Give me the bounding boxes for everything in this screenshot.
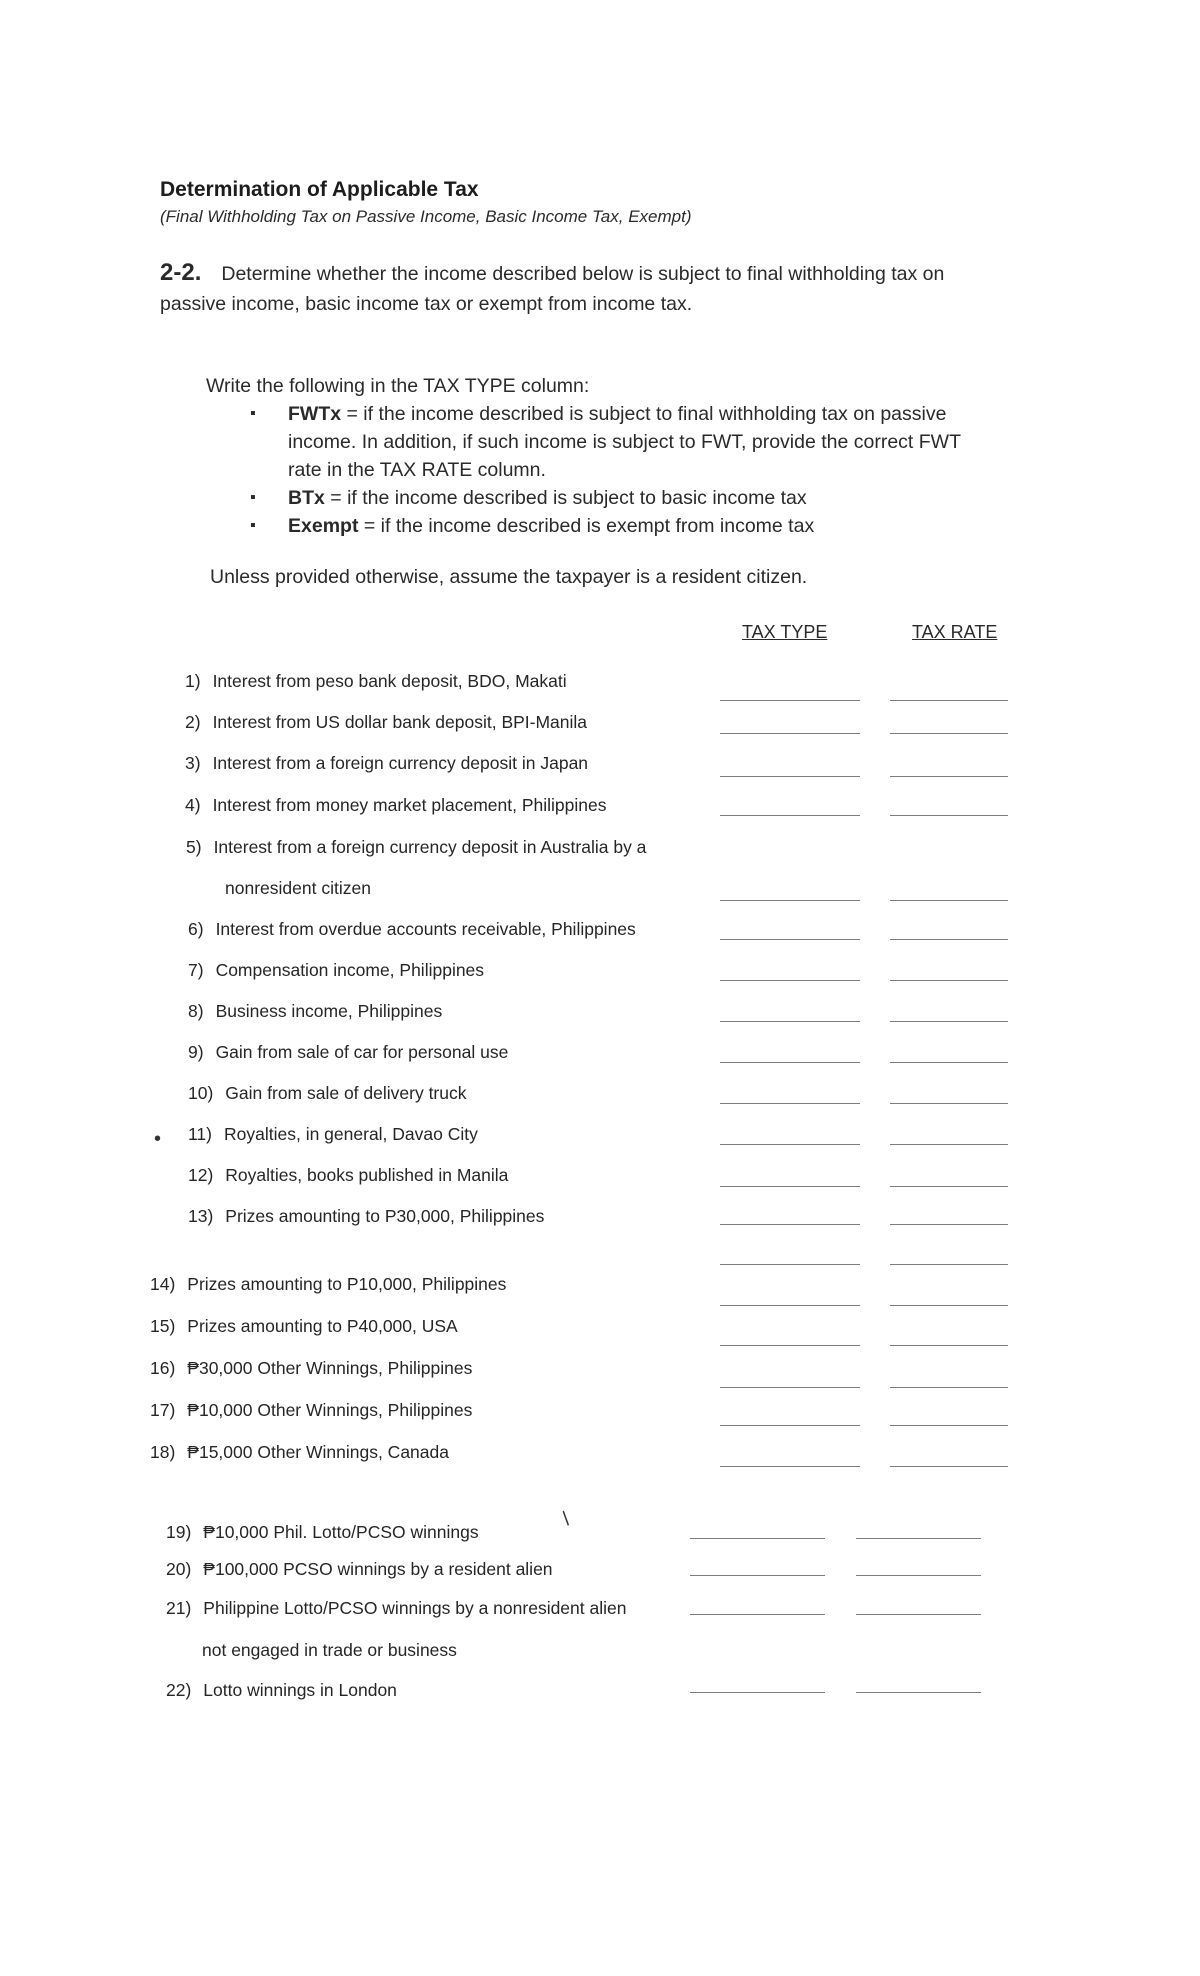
income-item-5-continued: nonresident citizen — [225, 878, 371, 898]
income-item-2 — [185, 712, 587, 733]
item-number: 10) — [188, 1083, 214, 1103]
tax-type-blank[interactable] — [690, 1614, 825, 1615]
tax-rate-header: TAX RATE — [912, 622, 998, 642]
income-item-17 — [150, 1400, 472, 1421]
instructions-intro: Write the following in the TAX TYPE column: — [206, 375, 590, 397]
assumption-note: Unless provided otherwise, assume the taxpayer is a resident citizen. — [210, 566, 808, 588]
tax-rate-blank[interactable] — [890, 815, 1008, 816]
tax-type-blank[interactable] — [720, 700, 860, 701]
tax-rate-blank[interactable] — [856, 1692, 981, 1693]
income-item-8 — [188, 1001, 442, 1022]
item-description: Gain from sale of car for personal use — [215, 1042, 509, 1062]
income-item-14 — [150, 1274, 506, 1295]
item-description: Gain from sale of delivery truck — [225, 1083, 467, 1103]
item-number: 8) — [188, 1001, 204, 1021]
tax-type-blank[interactable] — [690, 1538, 825, 1539]
income-item-16 — [150, 1358, 472, 1379]
tax-type-blank[interactable] — [720, 1062, 860, 1063]
tax-type-blank[interactable] — [690, 1692, 825, 1693]
income-item-12 — [188, 1165, 508, 1186]
stray-mark: • — [154, 1128, 162, 1150]
income-item-21 — [166, 1598, 626, 1619]
page-subtitle: (Final Withholding Tax on Passive Income, Basic Income Tax, Exempt) — [160, 207, 692, 226]
income-item-1 — [185, 671, 567, 692]
tax-type-blank[interactable] — [720, 900, 860, 901]
tax-rate-blank[interactable] — [890, 1466, 1008, 1467]
item-description: ₱10,000 Phil. Lotto/PCSO winnings — [203, 1522, 479, 1542]
tax-type-blank[interactable] — [720, 1186, 860, 1187]
tax-type-header: TAX TYPE — [742, 622, 828, 642]
tax-rate-blank[interactable] — [856, 1575, 981, 1576]
item-number: 5) — [186, 837, 202, 857]
tax-rate-blank[interactable] — [890, 1021, 1008, 1022]
item-number: 21) — [166, 1598, 192, 1618]
income-item-21-continued: not engaged in trade or business — [202, 1640, 457, 1660]
item-description: Philippine Lotto/PCSO winnings by a nonresident alien — [203, 1598, 627, 1618]
item-description: Prizes amounting to P10,000, Philippines — [187, 1274, 507, 1294]
tax-rate-blank[interactable] — [890, 733, 1008, 734]
item-description: Prizes amounting to P40,000, USA — [187, 1316, 458, 1336]
income-item-10 — [188, 1083, 467, 1104]
tax-rate-blank[interactable] — [890, 939, 1008, 940]
tax-type-blank[interactable] — [720, 1264, 860, 1265]
item-number: 4) — [185, 795, 201, 815]
item-number: 17) — [150, 1400, 176, 1420]
tax-rate-blank[interactable] — [890, 700, 1008, 701]
income-item-19 — [166, 1522, 479, 1543]
tax-rate-blank[interactable] — [890, 1103, 1008, 1104]
bullet-text: = if the income described is subject to final withholding tax on passive income. In addition, if such income is subject to FWT, provide the correct FWT rate in the TAX RATE column. — [288, 403, 961, 481]
item-number: 11) — [188, 1124, 212, 1144]
tax-type-blank[interactable] — [720, 1103, 860, 1104]
tax-rate-blank[interactable] — [890, 980, 1008, 981]
tax-type-blank[interactable] — [720, 776, 860, 777]
tax-rate-blank[interactable] — [890, 1387, 1008, 1388]
income-item-20 — [166, 1559, 553, 1580]
income-item-13 — [188, 1206, 544, 1227]
tax-rate-blank[interactable] — [890, 776, 1008, 777]
item-number: 1) — [185, 671, 201, 691]
item-description: Interest from US dollar bank deposit, BPI-Manila — [212, 712, 588, 732]
tax-rate-blank[interactable] — [856, 1614, 981, 1615]
tax-type-blank[interactable] — [720, 1466, 860, 1467]
income-item-6 — [188, 919, 636, 940]
problem-number: 2-2. — [160, 259, 202, 286]
income-item-18 — [150, 1442, 449, 1463]
tax-type-blank[interactable] — [720, 980, 860, 981]
item-description: ₱30,000 Other Winnings, Philippines — [187, 1358, 473, 1378]
tax-type-blank[interactable] — [720, 1425, 860, 1426]
item-number: 9) — [188, 1042, 204, 1062]
item-number: 19) — [166, 1522, 192, 1542]
item-number: 16) — [150, 1358, 176, 1378]
item-description: Royalties, books published in Manila — [225, 1165, 509, 1185]
item-description: Interest from a foreign currency deposit in Japan — [212, 753, 589, 773]
tax-rate-blank[interactable] — [890, 1062, 1008, 1063]
page-title: Determination of Applicable Tax — [160, 178, 479, 201]
item-description: Business income, Philippines — [215, 1001, 443, 1021]
income-item-22 — [166, 1680, 397, 1701]
problem-text: Determine whether the income described below is subject to final withholding tax on passive income, basic income tax or exempt from income tax. — [160, 263, 945, 315]
tax-rate-blank[interactable] — [890, 1224, 1008, 1225]
income-item-9 — [188, 1042, 508, 1063]
tax-rate-blank[interactable] — [856, 1538, 981, 1539]
tax-type-blank[interactable] — [720, 1021, 860, 1022]
tax-rate-blank[interactable] — [890, 1144, 1008, 1145]
tax-type-blank[interactable] — [720, 1224, 860, 1225]
tax-type-blank[interactable] — [720, 1387, 860, 1388]
item-description: Royalties, in general, Davao City — [224, 1124, 478, 1144]
income-item-4 — [185, 795, 606, 816]
item-description: Interest from peso bank deposit, BDO, Makati — [212, 671, 567, 691]
tax-rate-blank[interactable] — [890, 1425, 1008, 1426]
tax-type-blank[interactable] — [720, 733, 860, 734]
income-item-11 — [188, 1124, 478, 1145]
item-number: 2) — [185, 712, 201, 732]
income-item-5 — [186, 837, 646, 858]
item-description: Interest from overdue accounts receivable, Philippines — [215, 919, 636, 939]
tax-rate-blank[interactable] — [890, 1345, 1008, 1346]
item-description: ₱100,000 PCSO winnings by a resident alien — [203, 1559, 553, 1579]
check-mark: / — [557, 1508, 576, 1530]
bullet-term: BTx — [288, 487, 325, 509]
income-item-7 — [188, 960, 484, 981]
tax-type-blank[interactable] — [720, 815, 860, 816]
tax-type-blank[interactable] — [720, 939, 860, 940]
item-number: 6) — [188, 919, 204, 939]
bullet-text: = if the income described is subject to basic income tax — [324, 487, 807, 509]
tax-type-blank[interactable] — [720, 1144, 860, 1145]
item-description: Lotto winnings in London — [203, 1680, 397, 1700]
item-number: 12) — [188, 1165, 214, 1185]
item-number: 20) — [166, 1559, 192, 1579]
item-number: 15) — [150, 1316, 176, 1336]
bullet-text: = if the income described is exempt from income tax — [358, 515, 815, 537]
tax-type-blank[interactable] — [690, 1575, 825, 1576]
income-item-3 — [185, 753, 588, 774]
item-number: 14) — [150, 1274, 176, 1294]
item-description: Interest from money market placement, Philippines — [212, 795, 607, 815]
tax-rate-blank[interactable] — [890, 900, 1008, 901]
item-description: Interest from a foreign currency deposit in Australia by a — [213, 837, 647, 857]
income-item-15 — [150, 1316, 458, 1337]
item-number: 18) — [150, 1442, 176, 1462]
tax-rate-blank[interactable] — [890, 1305, 1008, 1306]
item-number: 7) — [188, 960, 204, 980]
tax-type-blank[interactable] — [720, 1305, 860, 1306]
item-description: Compensation income, Philippines — [215, 960, 485, 980]
bullet-term: FWTx — [288, 403, 342, 425]
item-number: 13) — [188, 1206, 214, 1226]
item-number: 3) — [185, 753, 201, 773]
item-description: ₱10,000 Other Winnings, Philippines — [187, 1400, 473, 1420]
item-description: Prizes amounting to P30,000, Philippines — [225, 1206, 545, 1226]
item-description: ₱15,000 Other Winnings, Canada — [187, 1442, 449, 1462]
tax-type-blank[interactable] — [720, 1345, 860, 1346]
item-number: 22) — [166, 1680, 192, 1700]
tax-rate-blank[interactable] — [890, 1264, 1008, 1265]
bullet-term: Exempt — [288, 515, 359, 537]
tax-rate-blank[interactable] — [890, 1186, 1008, 1187]
